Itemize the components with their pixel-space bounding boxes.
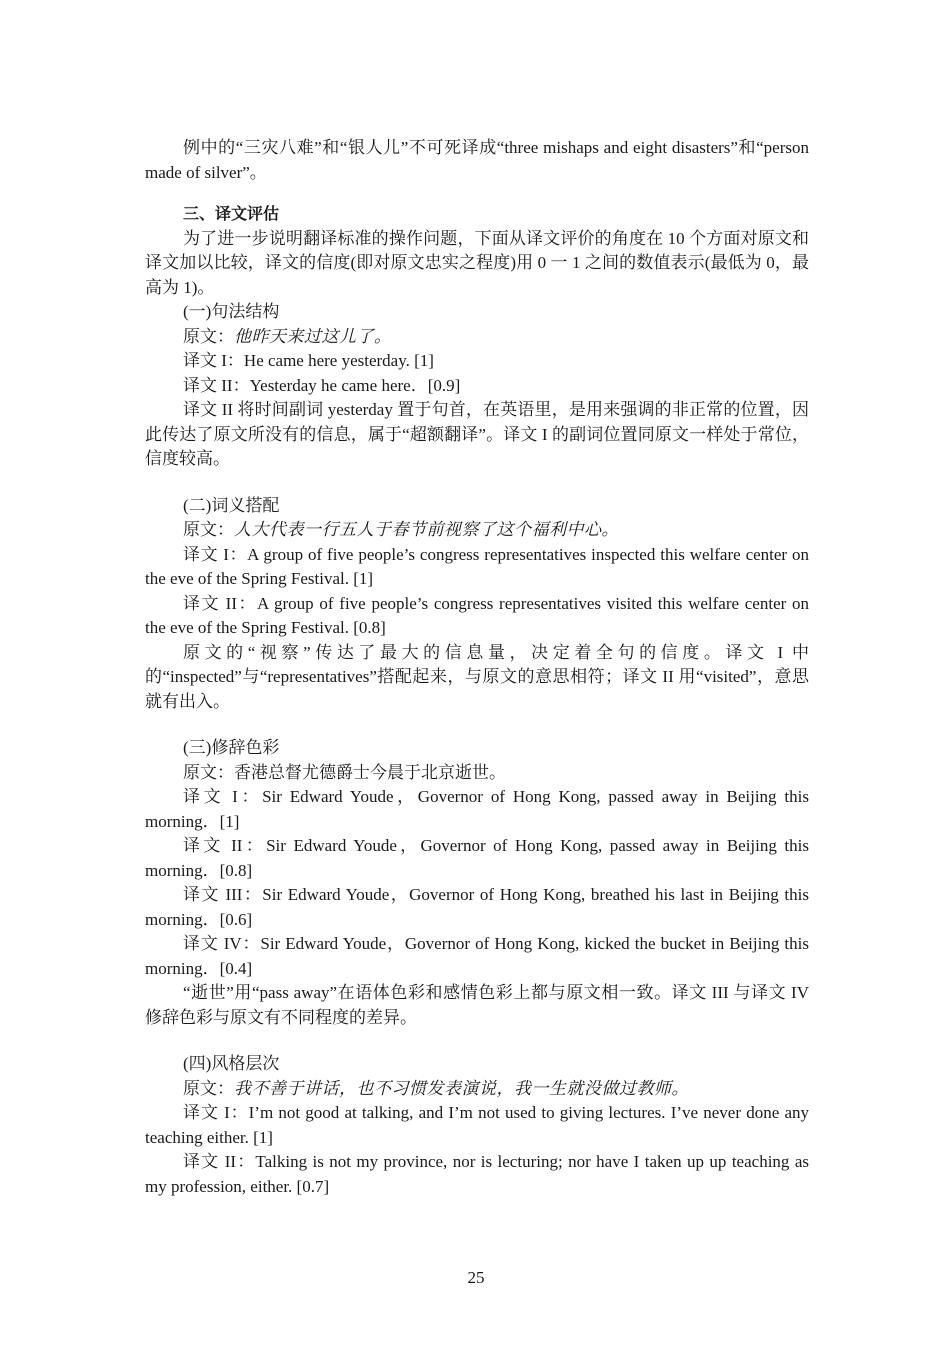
intro-paragraph: 例中的“三灾八难”和“银人儿”不可死译成“three mishaps and eight disasters”和“person made of silver”。 [145, 138, 809, 182]
sub3-comment: “逝世”用“pass away”在语体色彩和感情色彩上都与原文相一致。译文 III 与译文 IV 修辞色彩与原文有不同程度的差异。 [145, 983, 809, 1027]
sub2-title: (二)词义搭配 [183, 495, 280, 515]
sub1-original-text: 他昨天来过这儿了。 [234, 326, 392, 347]
sub3-translation-2: 译文 II：Sir Edward Youde，Governor of Hong Kong, passed away in Beijing this morning．[0.8] [145, 836, 809, 880]
sub4-title: (四)风格层次 [183, 1054, 280, 1073]
sub4-translation-2: 译文 II：Talking is not my province, nor is lecturing; nor have I taken up up teaching as my profession, either. [0.7] [145, 1152, 809, 1196]
sub4-original-label: 原文： [183, 1078, 234, 1098]
sub4-original-text: 我不善于讲话，也不习惯发表演说，我一生就没做过教师。 [234, 1078, 689, 1099]
sub3-title: (三)修辞色彩 [183, 738, 280, 757]
sub3-original: 原文：香港总督尤德爵士今晨于北京逝世。 [183, 762, 506, 782]
sub2-original-text: 人大代表一行五人于春节前视察了这个福利中心。 [234, 520, 619, 540]
sub2-original-label: 原文： [183, 520, 234, 539]
sub1-comment: 译文 II 将时间副词 yesterday 置于句首，在英语里，是用来强调的非正常的位置，因此传达了原文所没有的信息，属于“超额翻译”。译文 I 的副词位置同原文一样处于常位，信度较高。 [145, 400, 809, 468]
sub1-translation-1: 译文 I：He came here yesterday. [1] [183, 351, 434, 370]
section-heading: 三、译文评估 [183, 204, 280, 223]
section-intro: 为了进一步说明翻译标准的操作问题，下面从译文评价的角度在 10 个方面对原文和译文加以比较，译文的信度(即对原文忠实之程度)用 0 一 1 之间的数值表示(最低为 0，最高为 1)。 [145, 228, 809, 297]
sub1-translation-2: 译文 II：Yesterday he came here．[0.9] [183, 375, 461, 395]
sub3-translation-1: 译文 I：Sir Edward Youde，Governor of Hong Kong, passed away in Beijing this morning．[1] [145, 787, 809, 831]
sub1-original [145, 325, 809, 350]
sub2-original [145, 518, 809, 543]
sub3-translation-4: 译文 IV：Sir Edward Youde，Governor of Hong Kong, kicked the bucket in Beijing this morning．[0.4] [145, 934, 809, 978]
sub3-translation-3: 译文 III：Sir Edward Youde，Governor of Hong Kong, breathed his last in Beijing this morning．[0.6] [145, 885, 809, 929]
document-body [145, 136, 809, 1199]
sub1-title: (一)句法结构 [183, 302, 280, 321]
page-number: 25 [467, 1268, 485, 1287]
sub1-original-label: 原文： [183, 326, 234, 346]
sub2-comment: 原文的“视察”传达了最大的信息量，决定着全句的信度。译文 I 中的“inspected”与“representatives”搭配起来，与原文的意思相符；译文 II 用“visited”，意思就有出入。 [145, 642, 809, 711]
sub2-translation-2: 译文 II：A group of five people’s congress representatives visited this welfare center on the eve of the Spring Festival. [0.8] [145, 593, 809, 637]
sub2-translation-1: 译文 I：A group of five people’s congress representatives inspected this welfare center on the eve of the Spring Festival. [1] [145, 544, 809, 588]
sub4-original [145, 1077, 809, 1102]
sub4-translation-1: 译文 I：I’m not good at talking, and I’m not used to giving lectures. I’ve never done any teaching either. [1] [145, 1103, 809, 1147]
